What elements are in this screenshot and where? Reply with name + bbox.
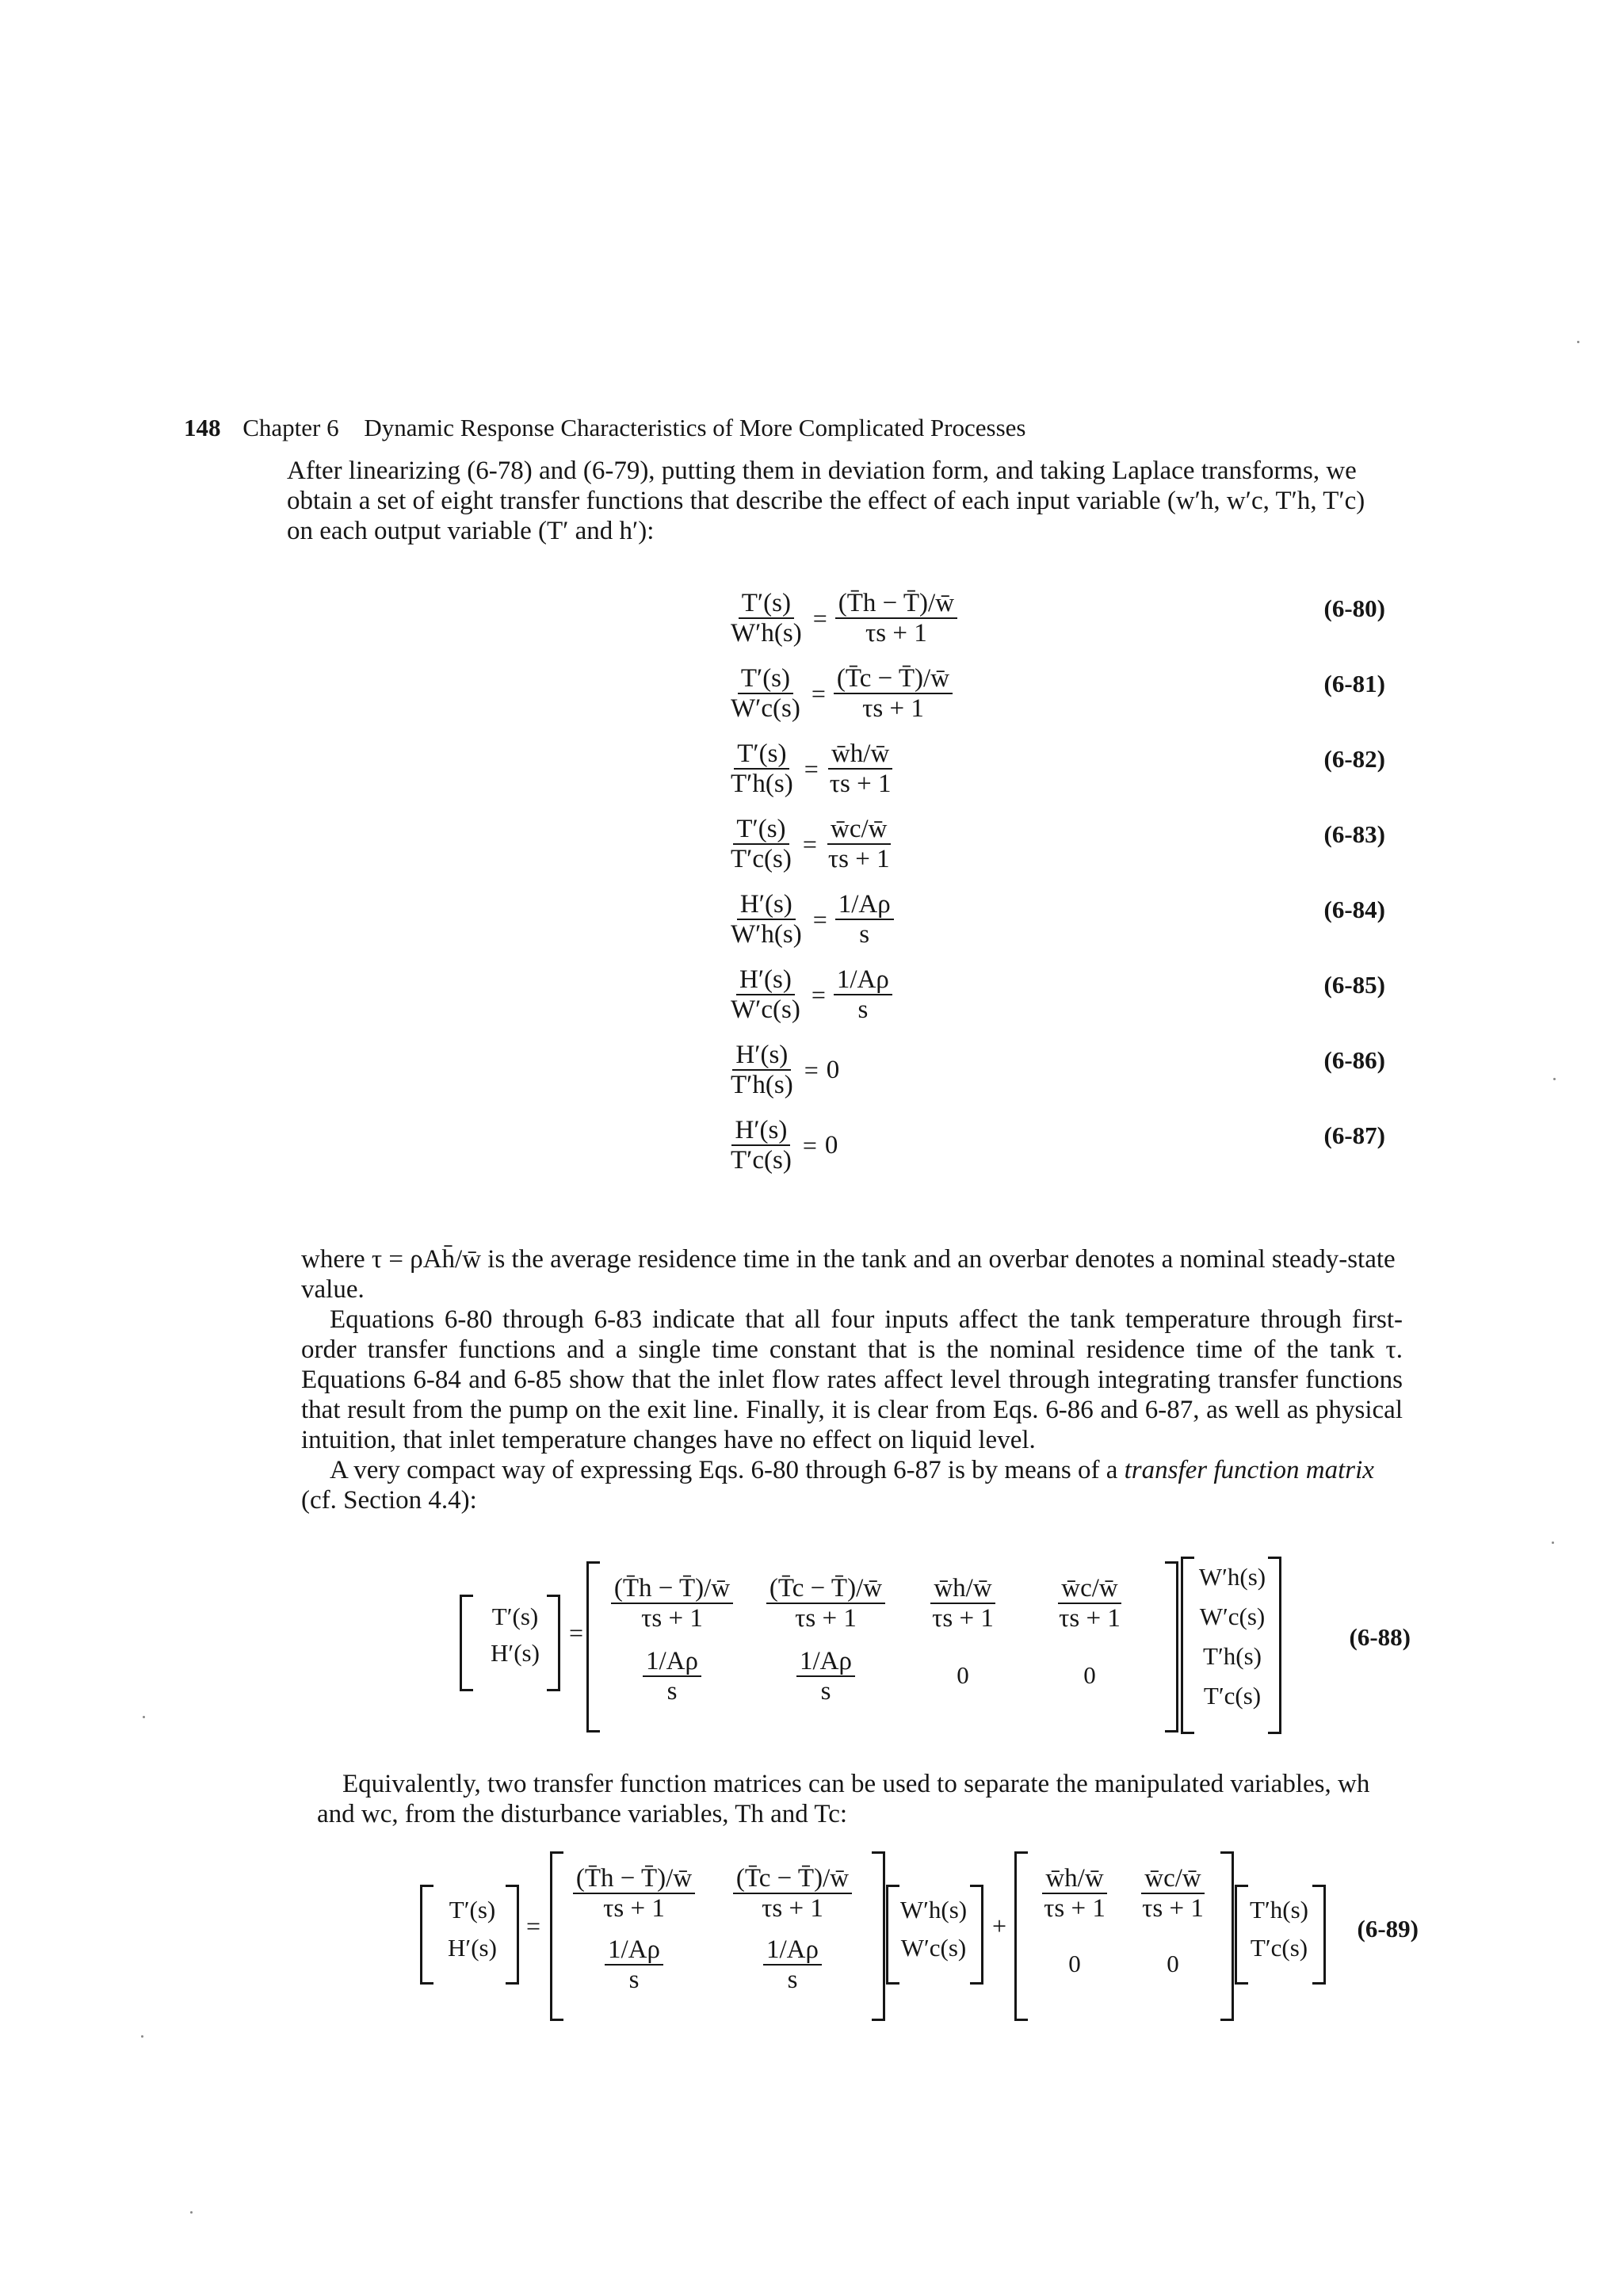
equation-number: (6-85) [1323, 971, 1385, 999]
denominator: τs + 1 [641, 1604, 703, 1633]
scan-speck [143, 1716, 145, 1718]
where-paragraph: where τ = ρAh̄/w̄ is the average residence time in the tank and an overbar denotes a nominal steady-state value. [301, 1245, 1396, 1304]
running-header [184, 414, 1025, 442]
matrix-cell [563, 1935, 705, 1994]
matrix-fraction [611, 1574, 733, 1633]
equation-body [727, 811, 893, 877]
equation-6-89 [420, 1847, 1419, 2021]
numerator: T′(s) [734, 739, 789, 770]
matrix-cell [754, 1574, 897, 1633]
numerator: H′(s) [737, 890, 796, 920]
lhs-fraction [727, 664, 804, 723]
rhs-value: 0 [824, 1130, 838, 1159]
matrix-cell [563, 1864, 705, 1923]
lhs-fraction [727, 815, 795, 873]
numerator: w̄c/w̄ [1058, 1574, 1121, 1604]
equation-body [727, 585, 957, 651]
lhs-H: H′(s) [448, 1934, 497, 1962]
denominator: τs + 1 [1142, 1894, 1204, 1923]
vec-Wh: W′h(s) [1198, 1563, 1266, 1591]
emphasis-term: transfer function matrix [1124, 1456, 1374, 1484]
numerator: T′(s) [739, 589, 794, 619]
numerator: (T̄c − T̄)/w̄ [834, 664, 953, 694]
numerator: w̄c/w̄ [1141, 1864, 1204, 1894]
numerator: 1/Aρ [835, 890, 894, 920]
equation-body [727, 735, 894, 802]
scan-speck [1552, 1541, 1554, 1544]
discussion-paragraph: Equations 6-80 through 6-83 indicate that all four inputs affect the tank temperature through first-order transfer functions and a single time constant that is the nominal residence time of the tank τ. Equations 6-84 and 6-85 show that the inlet flow rates affect level through integrating transfer functions that result from the pump on the exit line. Finally, it is clear from Eqs. 6-86 and 6-87, as well as physical intuition, that inlet temperature changes have no effect on liquid level. [301, 1305, 1403, 1454]
lhs-fraction [727, 589, 805, 648]
equation-body [727, 1112, 838, 1179]
numerator: 1/Aρ [796, 1647, 855, 1677]
numerator: 1/Aρ [834, 965, 892, 995]
denominator: s [666, 1677, 678, 1706]
matrix-cell [1125, 1864, 1220, 1923]
numerator: H′(s) [731, 1116, 790, 1146]
denominator: τs + 1 [762, 1894, 823, 1923]
matrix-fraction [605, 1935, 663, 1994]
equivalently-paragraph: Equivalently, two transfer function matrices can be used to separate the manipulated variables, wh and wc, from the disturbance variables, Th and Tc: [317, 1770, 1370, 1828]
matrix-cell [721, 1864, 864, 1923]
matrix-fraction [733, 1864, 852, 1923]
equation-number: (6-82) [1323, 745, 1385, 773]
rhs-value: 0 [826, 1055, 840, 1084]
matrix-cell [601, 1647, 743, 1706]
chapter-label: Chapter 6 [242, 414, 339, 441]
denominator: s [628, 1966, 640, 1994]
denominator: τs + 1 [827, 845, 890, 873]
scan-speck [141, 2035, 143, 2038]
numerator: w̄h/w̄ [1042, 1864, 1106, 1894]
denominator: τs + 1 [865, 619, 927, 648]
denominator: τs + 1 [932, 1604, 994, 1633]
matrix-fraction [643, 1647, 701, 1706]
page-number: 148 [184, 414, 221, 441]
equals-sign: = [812, 904, 827, 934]
equation-row [727, 735, 1385, 802]
equation-number: (6-81) [1323, 670, 1385, 697]
numerator: w̄h/w̄ [930, 1574, 995, 1604]
equals-sign: = [804, 754, 819, 783]
denominator: τs + 1 [795, 1604, 857, 1633]
matrix-cell [1030, 1574, 1149, 1633]
matrix-fraction [573, 1864, 695, 1923]
chapter-title: Dynamic Response Characteristics of More Complicated Processes [364, 414, 1026, 441]
scan-speck [1577, 341, 1579, 343]
numerator: (T̄h − T̄)/w̄ [611, 1574, 733, 1604]
denominator: W′h(s) [731, 619, 802, 648]
matrix-cell [754, 1647, 897, 1706]
equation-body [727, 660, 953, 727]
denominator: s [820, 1677, 831, 1706]
rhs-fraction [835, 589, 957, 648]
vec-Tc: T′c(s) [1250, 1934, 1308, 1962]
numerator: H′(s) [736, 965, 795, 995]
equals-sign: = [802, 1130, 817, 1159]
vec-Th: T′h(s) [1203, 1642, 1262, 1670]
numerator: T′(s) [738, 664, 793, 694]
compact-paragraph: A very compact way of expressing Eqs. 6-80 through 6-87 is by means of a transfer function matrix (cf. Section 4.4): [301, 1456, 1374, 1515]
numerator: (T̄h − T̄)/w̄ [835, 589, 957, 619]
equation-body [727, 1037, 839, 1103]
matrix-fraction [929, 1574, 997, 1633]
denominator: s [859, 920, 870, 949]
equation-number: (6-84) [1323, 896, 1385, 923]
matrix-fraction [1056, 1574, 1124, 1633]
numerator: 1/Aρ [605, 1935, 663, 1966]
equation-row [727, 961, 1385, 1028]
matrix-fraction [763, 1935, 822, 1994]
rhs-fraction [834, 965, 892, 1024]
denominator: W′h(s) [731, 920, 802, 949]
rhs-fraction [834, 664, 953, 723]
vec-Wc: W′c(s) [900, 1934, 967, 1962]
vec-Tc: T′c(s) [1203, 1682, 1262, 1710]
matrix-cell [1027, 1864, 1122, 1923]
intro-paragraph: After linearizing (6-78) and (6-79), putting them in deviation form, and taking Laplace transforms, we obtain a set of eight transfer functions that describe the effect of each input variable (w′h, w′c, T′h, T′c) on each output variable (T′ and h′): [287, 457, 1365, 545]
plus-sign: + [992, 1912, 1007, 1940]
denominator: τs + 1 [603, 1894, 665, 1923]
numerator: H′(s) [732, 1041, 791, 1071]
equation-number: (6-86) [1323, 1046, 1385, 1074]
equation-row [727, 660, 1385, 727]
vec-Th: T′h(s) [1250, 1896, 1308, 1924]
numerator: (T̄c − T̄)/w̄ [733, 1864, 852, 1894]
lhs-fraction [727, 739, 796, 798]
equation-number: (6-88) [1349, 1623, 1411, 1651]
equation-number: (6-83) [1323, 820, 1385, 848]
matrix-fraction [1041, 1864, 1109, 1923]
equals-sign: = [526, 1912, 541, 1940]
matrix-cell: 0 [1167, 1950, 1179, 1977]
denominator: T′c(s) [731, 1146, 792, 1175]
denominator: W′c(s) [731, 995, 800, 1024]
numerator: w̄h/w̄ [828, 739, 892, 770]
equation-6-88 [460, 1553, 1411, 1736]
equation-body [727, 886, 894, 953]
lhs-T: T′(s) [449, 1896, 496, 1924]
rhs-fraction [827, 739, 895, 798]
lhs-fraction [727, 965, 804, 1024]
numerator: 1/Aρ [643, 1647, 701, 1677]
equation-number: (6-87) [1323, 1121, 1385, 1149]
matrix-cell: 0 [957, 1661, 969, 1689]
matrix-fraction [766, 1574, 885, 1633]
equals-sign: = [812, 603, 827, 632]
matrix-cell [601, 1574, 743, 1633]
equation-row [727, 585, 1385, 651]
denominator: T′h(s) [731, 1071, 793, 1099]
scan-speck [1553, 1078, 1556, 1080]
numerator: (T̄c − T̄)/w̄ [766, 1574, 885, 1604]
denominator: τs + 1 [829, 770, 892, 798]
denominator: T′c(s) [731, 845, 792, 873]
lhs-fraction [727, 1041, 796, 1099]
equals-sign: = [811, 980, 826, 1009]
lhs-fraction [727, 1116, 795, 1175]
numerator: (T̄h − T̄)/w̄ [573, 1864, 695, 1894]
numerator: 1/Aρ [763, 1935, 822, 1966]
equation-number: (6-80) [1323, 594, 1385, 622]
matrix-cell: 0 [1068, 1950, 1081, 1977]
rhs-fraction [835, 890, 894, 949]
equation-row [727, 1037, 1385, 1103]
matrix-cell [721, 1935, 864, 1994]
denominator: τs + 1 [1044, 1894, 1106, 1923]
equals-sign: = [811, 678, 826, 708]
equation-body [727, 961, 892, 1028]
matrix-fraction [1139, 1864, 1207, 1923]
denominator: τs + 1 [1059, 1604, 1121, 1633]
matrix-cell: 0 [1083, 1661, 1096, 1689]
denominator: τs + 1 [862, 694, 924, 723]
equation-row [727, 886, 1385, 953]
equation-row [727, 811, 1385, 877]
rhs-fraction [825, 815, 893, 873]
denominator: W′c(s) [731, 694, 800, 723]
denominator: s [787, 1966, 798, 1994]
numerator: T′(s) [733, 815, 789, 845]
scan-speck [190, 2211, 193, 2214]
denominator: s [857, 995, 869, 1024]
lhs-T: T′(s) [491, 1603, 539, 1630]
vec-Wc: W′c(s) [1199, 1603, 1266, 1630]
equals-sign: = [569, 1618, 584, 1647]
lhs-fraction [727, 890, 805, 949]
matrix-cell [903, 1574, 1022, 1633]
equals-sign: = [802, 829, 817, 858]
vec-Wh: W′h(s) [899, 1896, 968, 1924]
numerator: w̄c/w̄ [827, 815, 890, 845]
equation-number: (6-89) [1357, 1915, 1419, 1943]
matrix-fraction [796, 1647, 855, 1706]
lhs-H: H′(s) [491, 1639, 540, 1667]
equals-sign: = [804, 1055, 819, 1084]
denominator: T′h(s) [731, 770, 793, 798]
equation-row [727, 1112, 1385, 1179]
